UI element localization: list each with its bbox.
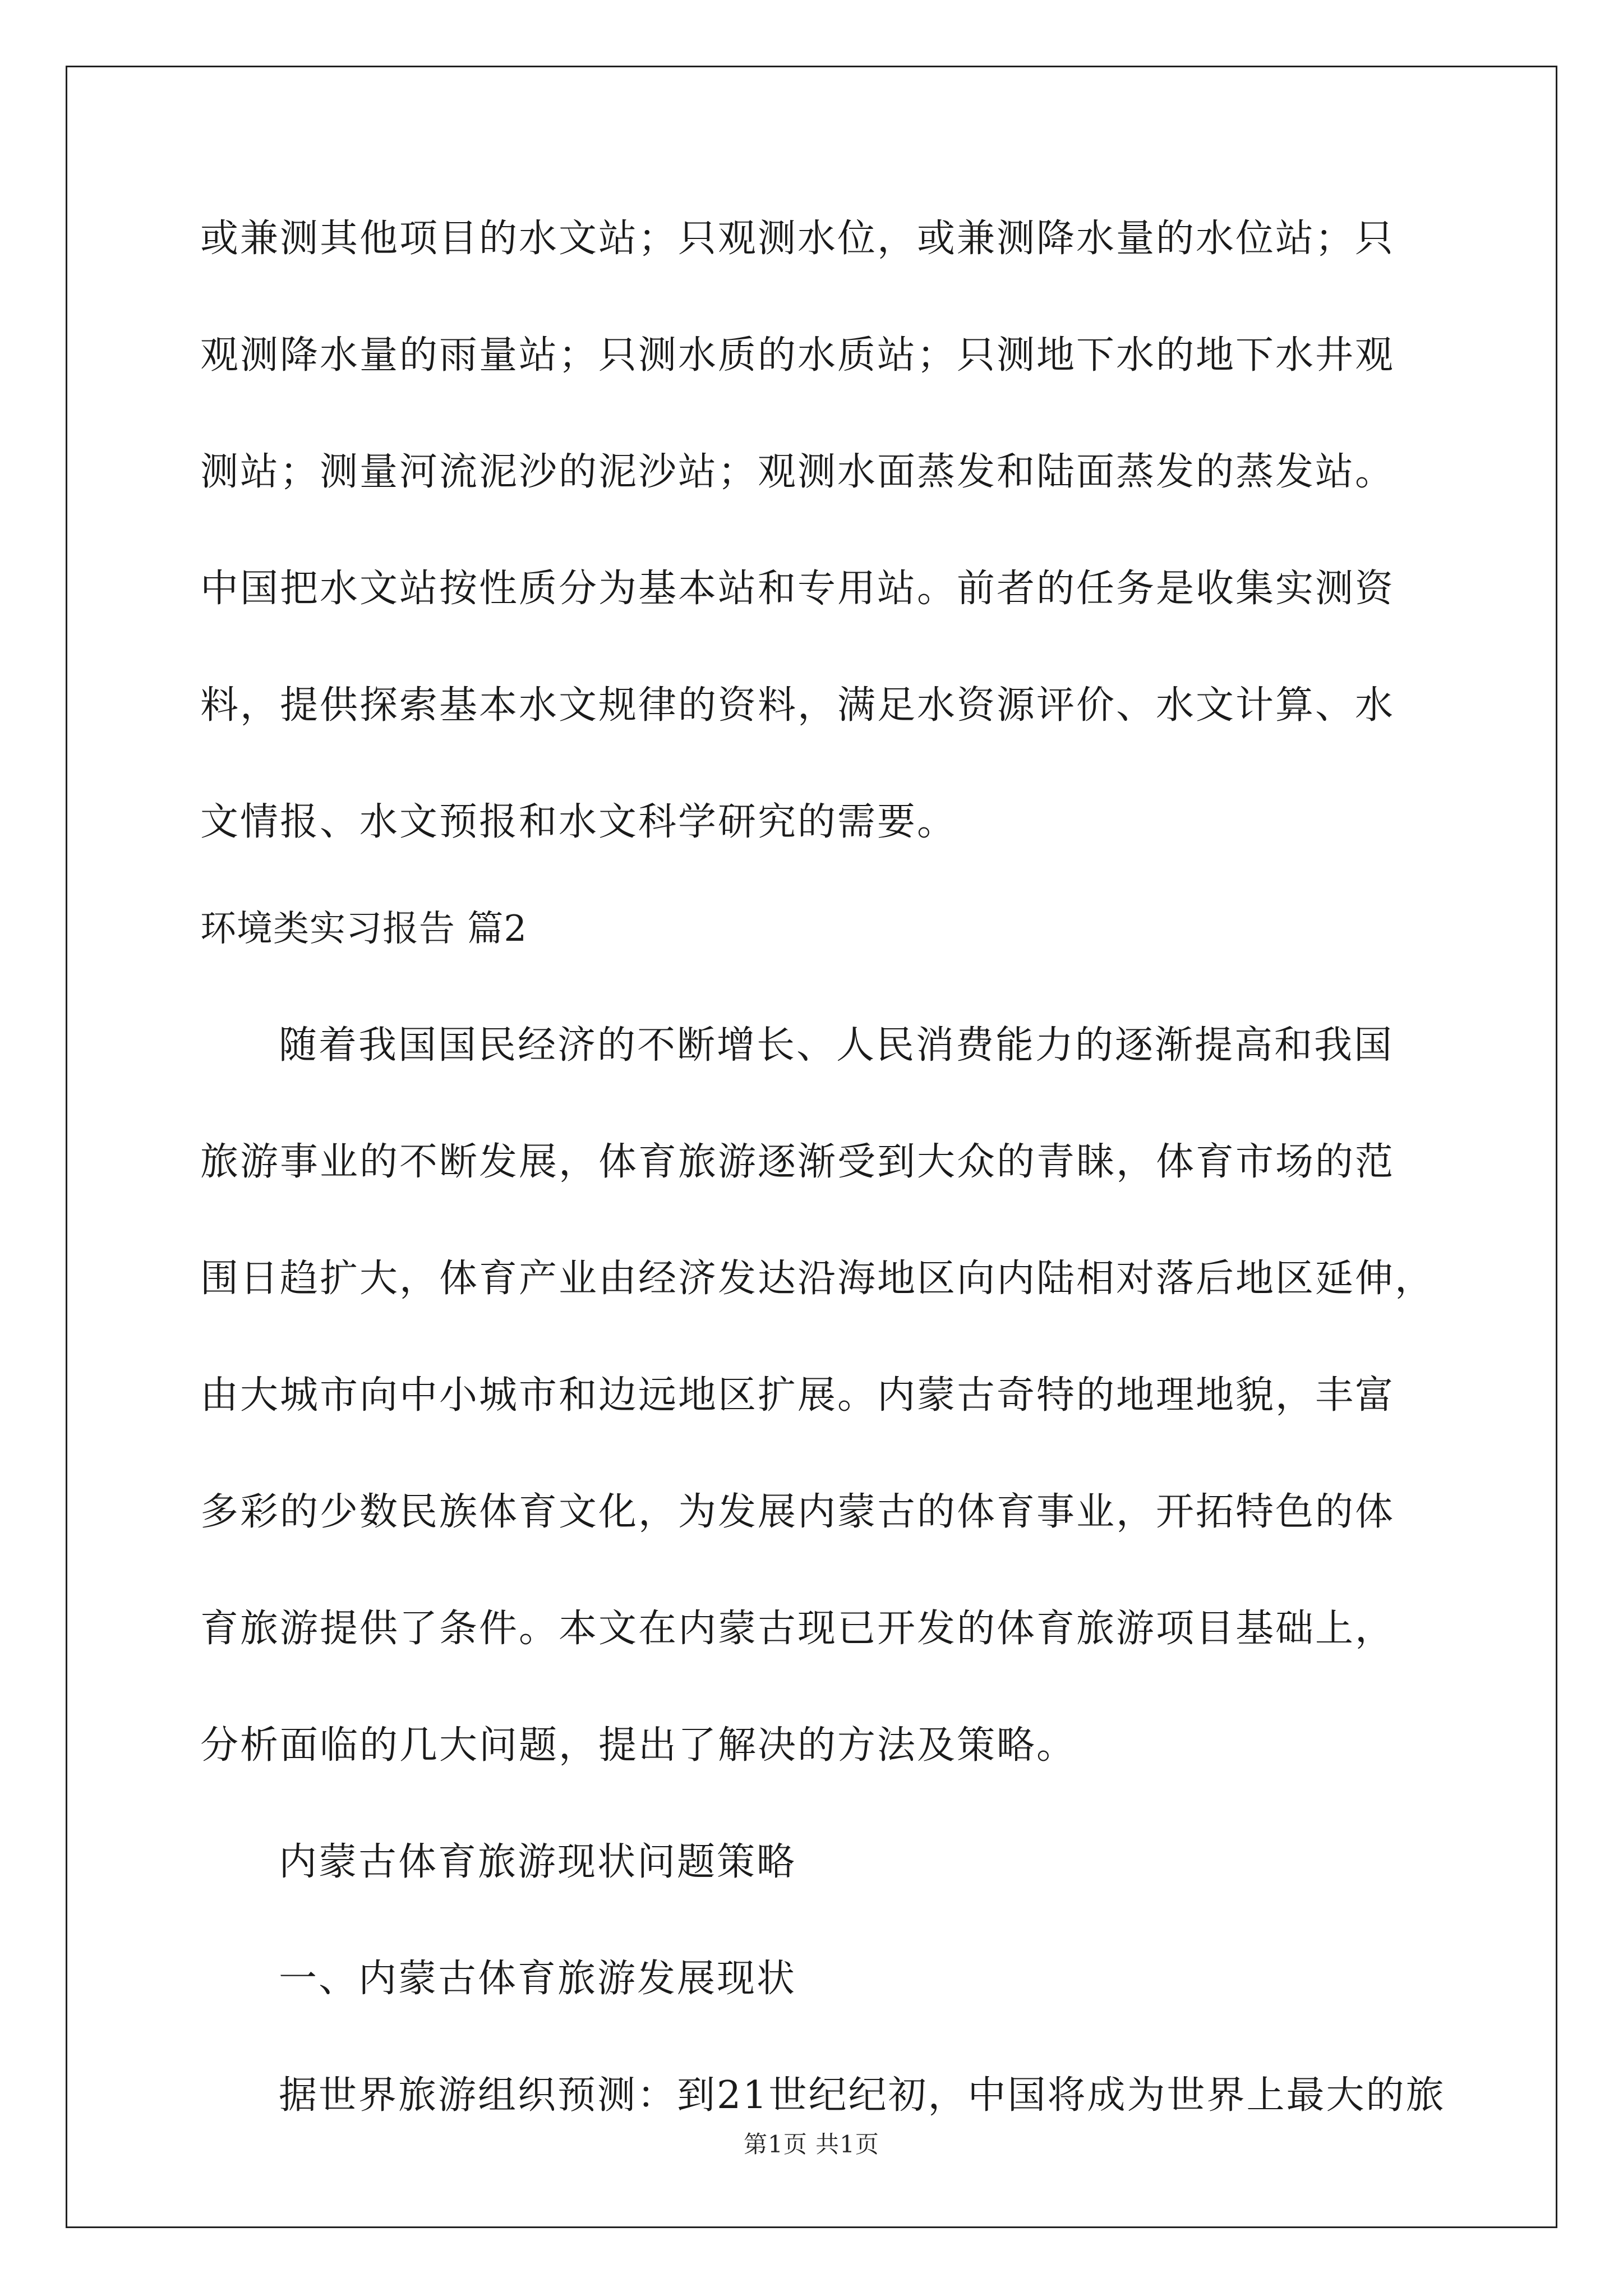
paragraph-line: 文情报、水文预报和水文科学研究的需要。	[200, 800, 957, 844]
paragraph-line: 随着我国国民经济的不断增长、人民消费能力的逐渐提高和我国	[279, 1023, 1394, 1068]
section-heading: 环境类实习报告 篇2	[200, 908, 528, 950]
paragraph-line: 分析面临的几大问题，提出了解决的方法及策略。	[200, 1723, 1077, 1768]
page-footer: 第1页 共1页	[744, 2131, 879, 2158]
paragraph-line: 据世界旅游组织预测：到21世纪纪初，中国将成为世界上最大的旅	[279, 2073, 1446, 2118]
paragraph-line: 由大城市向中小城市和边远地区扩展。内蒙古奇特的地理地貌，丰富	[200, 1373, 1395, 1418]
paragraph-line: 旅游事业的不断发展，体育旅游逐渐受到大众的青睐，体育市场的范	[200, 1140, 1395, 1184]
paragraph-line: 测站；测量河流泥沙的泥沙站；观测水面蒸发和陆面蒸发的蒸发站。	[200, 450, 1395, 494]
paragraph-line: 围日趋扩大，体育产业由经济发达沿海地区向内陆相对落后地区延伸，	[200, 1257, 1435, 1301]
paragraph-line: 观测降水量的雨量站；只测水质的水质站；只测地下水的地下水井观	[200, 333, 1395, 378]
paragraph-line: 或兼测其他项目的水文站；只观测水位，或兼测降水量的水位站；只	[200, 217, 1395, 261]
paragraph-line: 中国把水文站按性质分为基本站和专用站。前者的任务是收集实测资	[200, 567, 1395, 611]
paragraph-line: 育旅游提供了条件。本文在内蒙古现已开发的体育旅游项目基础上，	[200, 1607, 1395, 1651]
subheading: 一、内蒙古体育旅游发展现状	[279, 1957, 797, 2001]
keywords-line: 内蒙古体育旅游现状问题策略	[279, 1840, 797, 1884]
paragraph-line: 多彩的少数民族体育文化，为发展内蒙古的体育事业，开拓特色的体	[200, 1490, 1395, 1534]
paragraph-line: 料，提供探索基本水文规律的资料，满足水资源评价、水文计算、水	[200, 683, 1395, 728]
